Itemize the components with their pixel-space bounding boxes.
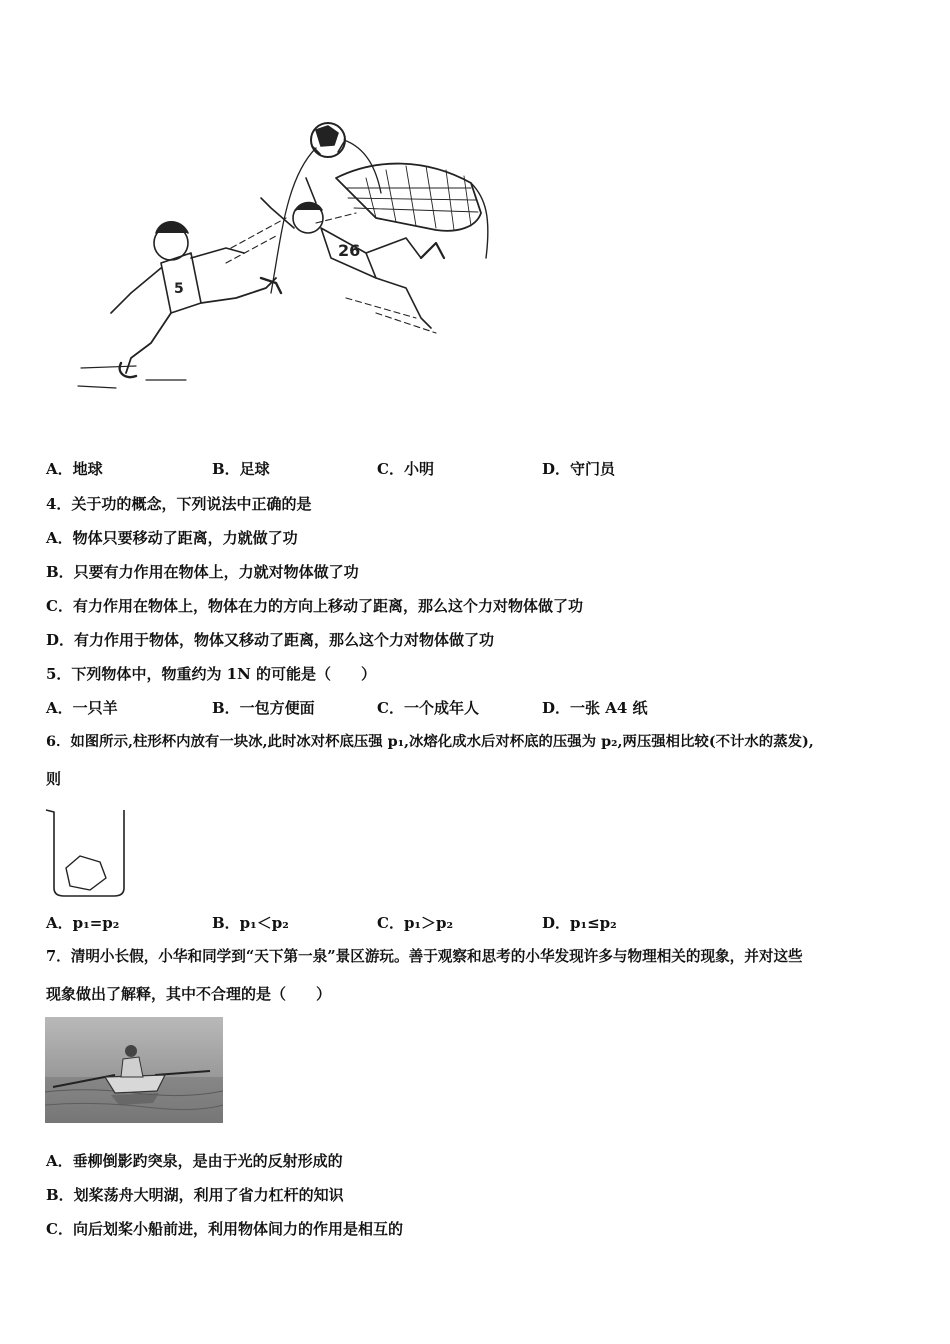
- svg-text:5: 5: [174, 281, 184, 297]
- q7-stem-line2: 现象做出了解释，其中不合理的是（ ）: [46, 985, 332, 1003]
- q4-option-d[interactable]: D．有力作用于物体，物体又移动了距离，那么这个力对物体做了功: [46, 631, 495, 649]
- q7-option-c[interactable]: C．向后划桨小船前进，利用物体间力的作用是相互的: [46, 1220, 403, 1238]
- q6-stem-line2: 则: [46, 770, 62, 788]
- q5-option-b[interactable]: B．一包方便面: [212, 699, 315, 717]
- q4-stem: 4．关于功的概念，下列说法中正确的是: [46, 495, 312, 513]
- soccer-kick-illustration: [76, 118, 496, 403]
- rowing-boat-photo: [45, 1017, 223, 1123]
- q6-option-d[interactable]: D．p₁≤p₂: [542, 914, 617, 932]
- q3-option-d[interactable]: D．守门员: [542, 460, 616, 478]
- q6-option-b[interactable]: B．p₁＜p₂: [212, 914, 289, 932]
- q3-option-b[interactable]: B．足球: [212, 460, 270, 478]
- q3-option-c[interactable]: C．小明: [377, 460, 434, 478]
- q7-option-a[interactable]: A．垂柳倒影趵突泉，是由于光的反射形成的: [46, 1152, 343, 1170]
- q6-option-c[interactable]: C．p₁＞p₂: [377, 914, 454, 932]
- cup-with-ice-diagram: [44, 806, 130, 898]
- q7-stem-line1: 7．清明小长假，小华和同学到“天下第一泉”景区游玩。善于观察和思考的小华发现许多与物理相关的现象，并对这些: [46, 948, 803, 965]
- q4-option-c[interactable]: C．有力作用在物体上，物体在力的方向上移动了距离，那么这个力对物体做了功: [46, 597, 583, 615]
- q5-option-d[interactable]: D．一张 A4 纸: [542, 699, 648, 717]
- q7-option-b[interactable]: B．划桨荡舟大明湖，利用了省力杠杆的知识: [46, 1186, 344, 1204]
- q5-option-a[interactable]: A．一只羊: [46, 699, 118, 717]
- svg-text:26: 26: [338, 241, 361, 260]
- q6-option-a[interactable]: A．p₁=p₂: [46, 914, 120, 932]
- q6-stem-line1: 6．如图所示,柱形杯内放有一块冰,此时冰对杯底压强 p₁,冰熔化成水后对杯底的压强为 p₂,两压强相比较(不计水的蒸发),: [46, 733, 814, 750]
- q3-option-a[interactable]: A．地球: [46, 460, 103, 478]
- q5-option-c[interactable]: C．一个成年人: [377, 699, 479, 717]
- q4-option-a[interactable]: A．物体只要移动了距离，力就做了功: [46, 529, 298, 547]
- q5-stem: 5．下列物体中，物重约为 1N 的可能是（ ）: [46, 665, 377, 683]
- q4-option-b[interactable]: B．只要有力作用在物体上，力就对物体做了功: [46, 563, 359, 581]
